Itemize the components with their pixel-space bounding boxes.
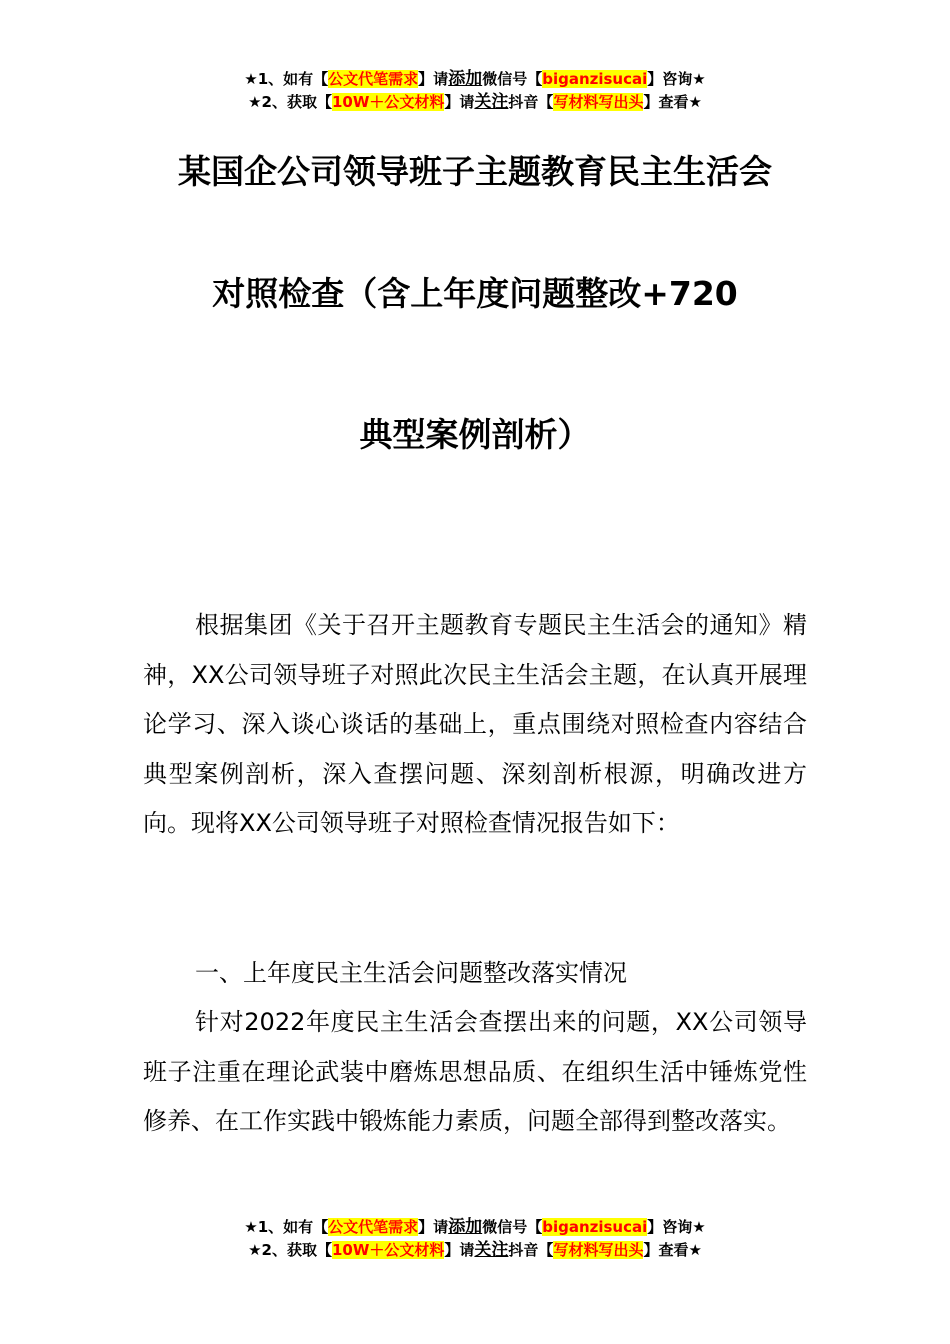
promo-text: 】查看★ — [643, 93, 702, 111]
promo-highlight: biganzisucai — [542, 70, 648, 88]
promo-banner-top — [0, 68, 950, 114]
promo-text: 】请 — [444, 1241, 475, 1259]
section-paragraph-1: 针对2022年度民主生活会查摆出来的问题，XX公司领导班子注重在理论武装中磨炼思想品质、在组织生活中锤炼党性修养、在工作实践中锻炼能力素质，问题全部得到整改落实。 — [143, 1008, 807, 1135]
promo-line-1 — [0, 68, 950, 91]
promo-highlight: 公文代笔需求 — [328, 70, 419, 88]
promo-text: 】请 — [418, 70, 449, 88]
promo-text: 】咨询★ — [647, 1218, 706, 1236]
promo-emphasis: 添加 — [448, 1217, 483, 1237]
document-title-line-1: 某国企公司领导班子主题教育民主生活会 — [178, 152, 772, 191]
promo-text: 】请 — [444, 93, 475, 111]
promo-text: 】查看★ — [643, 1241, 702, 1259]
promo-text: 】请 — [418, 1218, 449, 1236]
promo-text: ★2、获取【 — [248, 93, 332, 111]
promo-text: 抖音【 — [508, 93, 554, 111]
promo-text: 】咨询★ — [647, 70, 706, 88]
promo-line-2 — [0, 91, 950, 114]
promo-text: 微信号【 — [482, 1218, 543, 1236]
promo-emphasis: 关注 — [474, 92, 509, 112]
promo-highlight: 10W＋公文材料 — [331, 93, 445, 111]
promo-highlight: 写材料写出头 — [553, 1241, 644, 1259]
promo-emphasis: 添加 — [448, 69, 483, 89]
intro-paragraph: 根据集团《关于召开主题教育专题民主生活会的通知》精神，XX公司领导班子对照此次民主生活会主题，在认真开展理论学习、深入谈心谈话的基础上，重点围绕对照检查内容结合典型案例剖析，深入查摆问题、深刻剖析根源，明确改进方向。现将XX公司领导班子对照检查情况报告如下： — [143, 611, 807, 837]
promo-text: ★1、如有【 — [244, 1218, 329, 1236]
promo-text: 微信号【 — [482, 70, 543, 88]
promo-highlight: biganzisucai — [542, 1218, 648, 1236]
document-title-line-2: 对照检查（含上年度问题整改+720 — [212, 274, 738, 313]
promo-line-2 — [0, 1239, 950, 1262]
promo-line-1 — [0, 1216, 950, 1239]
promo-highlight: 10W＋公文材料 — [331, 1241, 445, 1259]
promo-emphasis: 关注 — [474, 1240, 509, 1260]
promo-text: ★1、如有【 — [244, 70, 329, 88]
document-title-line-3: 典型案例剖析） — [359, 415, 591, 454]
promo-highlight: 公文代笔需求 — [328, 1218, 419, 1236]
promo-text: ★2、获取【 — [248, 1241, 332, 1259]
promo-banner-bottom — [0, 1216, 950, 1262]
section-heading-1: 一、上年度民主生活会问题整改落实情况 — [195, 959, 627, 987]
promo-highlight: 写材料写出头 — [553, 93, 644, 111]
promo-text: 抖音【 — [508, 1241, 554, 1259]
